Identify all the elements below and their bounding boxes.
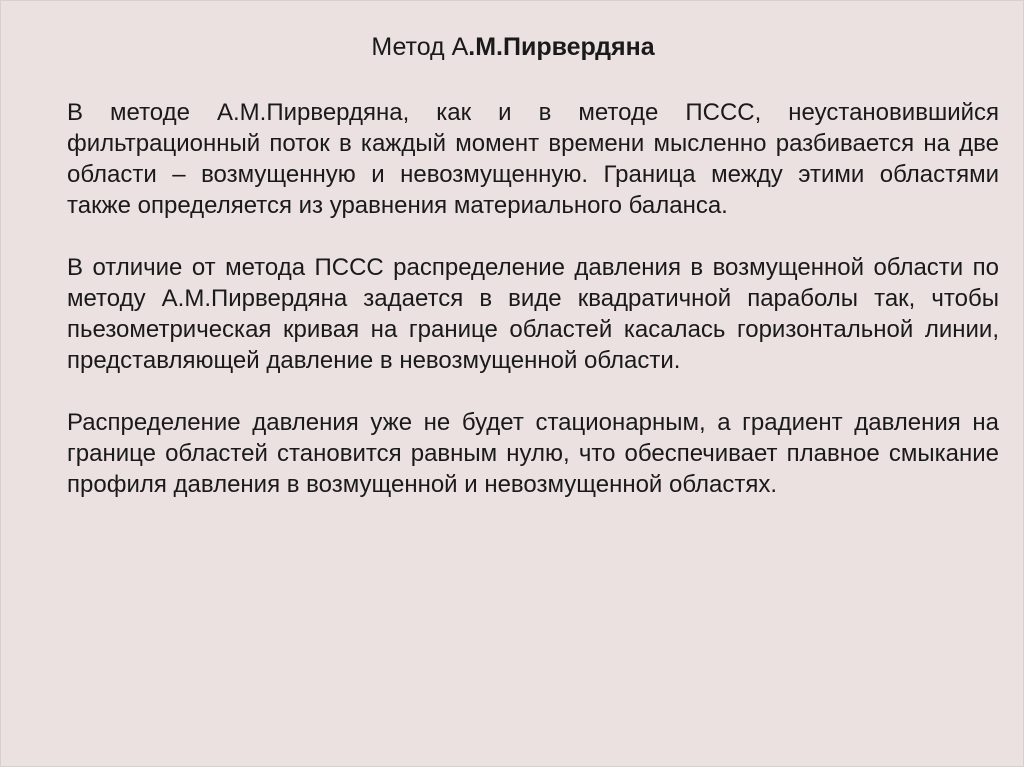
slide-body (67, 97, 999, 531)
paragraph-3: Распределение давления уже не будет стационарным, а градиент давления на границе областей становится равным нулю, что обеспечивает плавное смыкание профиля давления в возмущенной и невозмущенной областях. (67, 409, 999, 498)
paragraph-2: В отличие от метода ПССС распределение давления в возмущенной области по методу А.М.Пирвердяна задается в виде квадратичной параболы так, чтобы пьезометрическая кривая на границе областей касалась горизонтальной линии, представляющей давление в невозмущенной области. (67, 254, 999, 374)
slide-title-prefix: Метод А (371, 33, 469, 61)
slide-title-bold: .М.Пирвердяна (468, 33, 655, 61)
paragraph-1: В методе А.М.Пирвердяна, как и в методе ПССС, неустановившийся фильтрационный поток в каждый момент времени мысленно разбивается на две области – возмущенную и невозмущенную. Граница между этими областями также определяется из уравнения материального баланса. (67, 99, 999, 219)
slide-title (1, 31, 1024, 63)
